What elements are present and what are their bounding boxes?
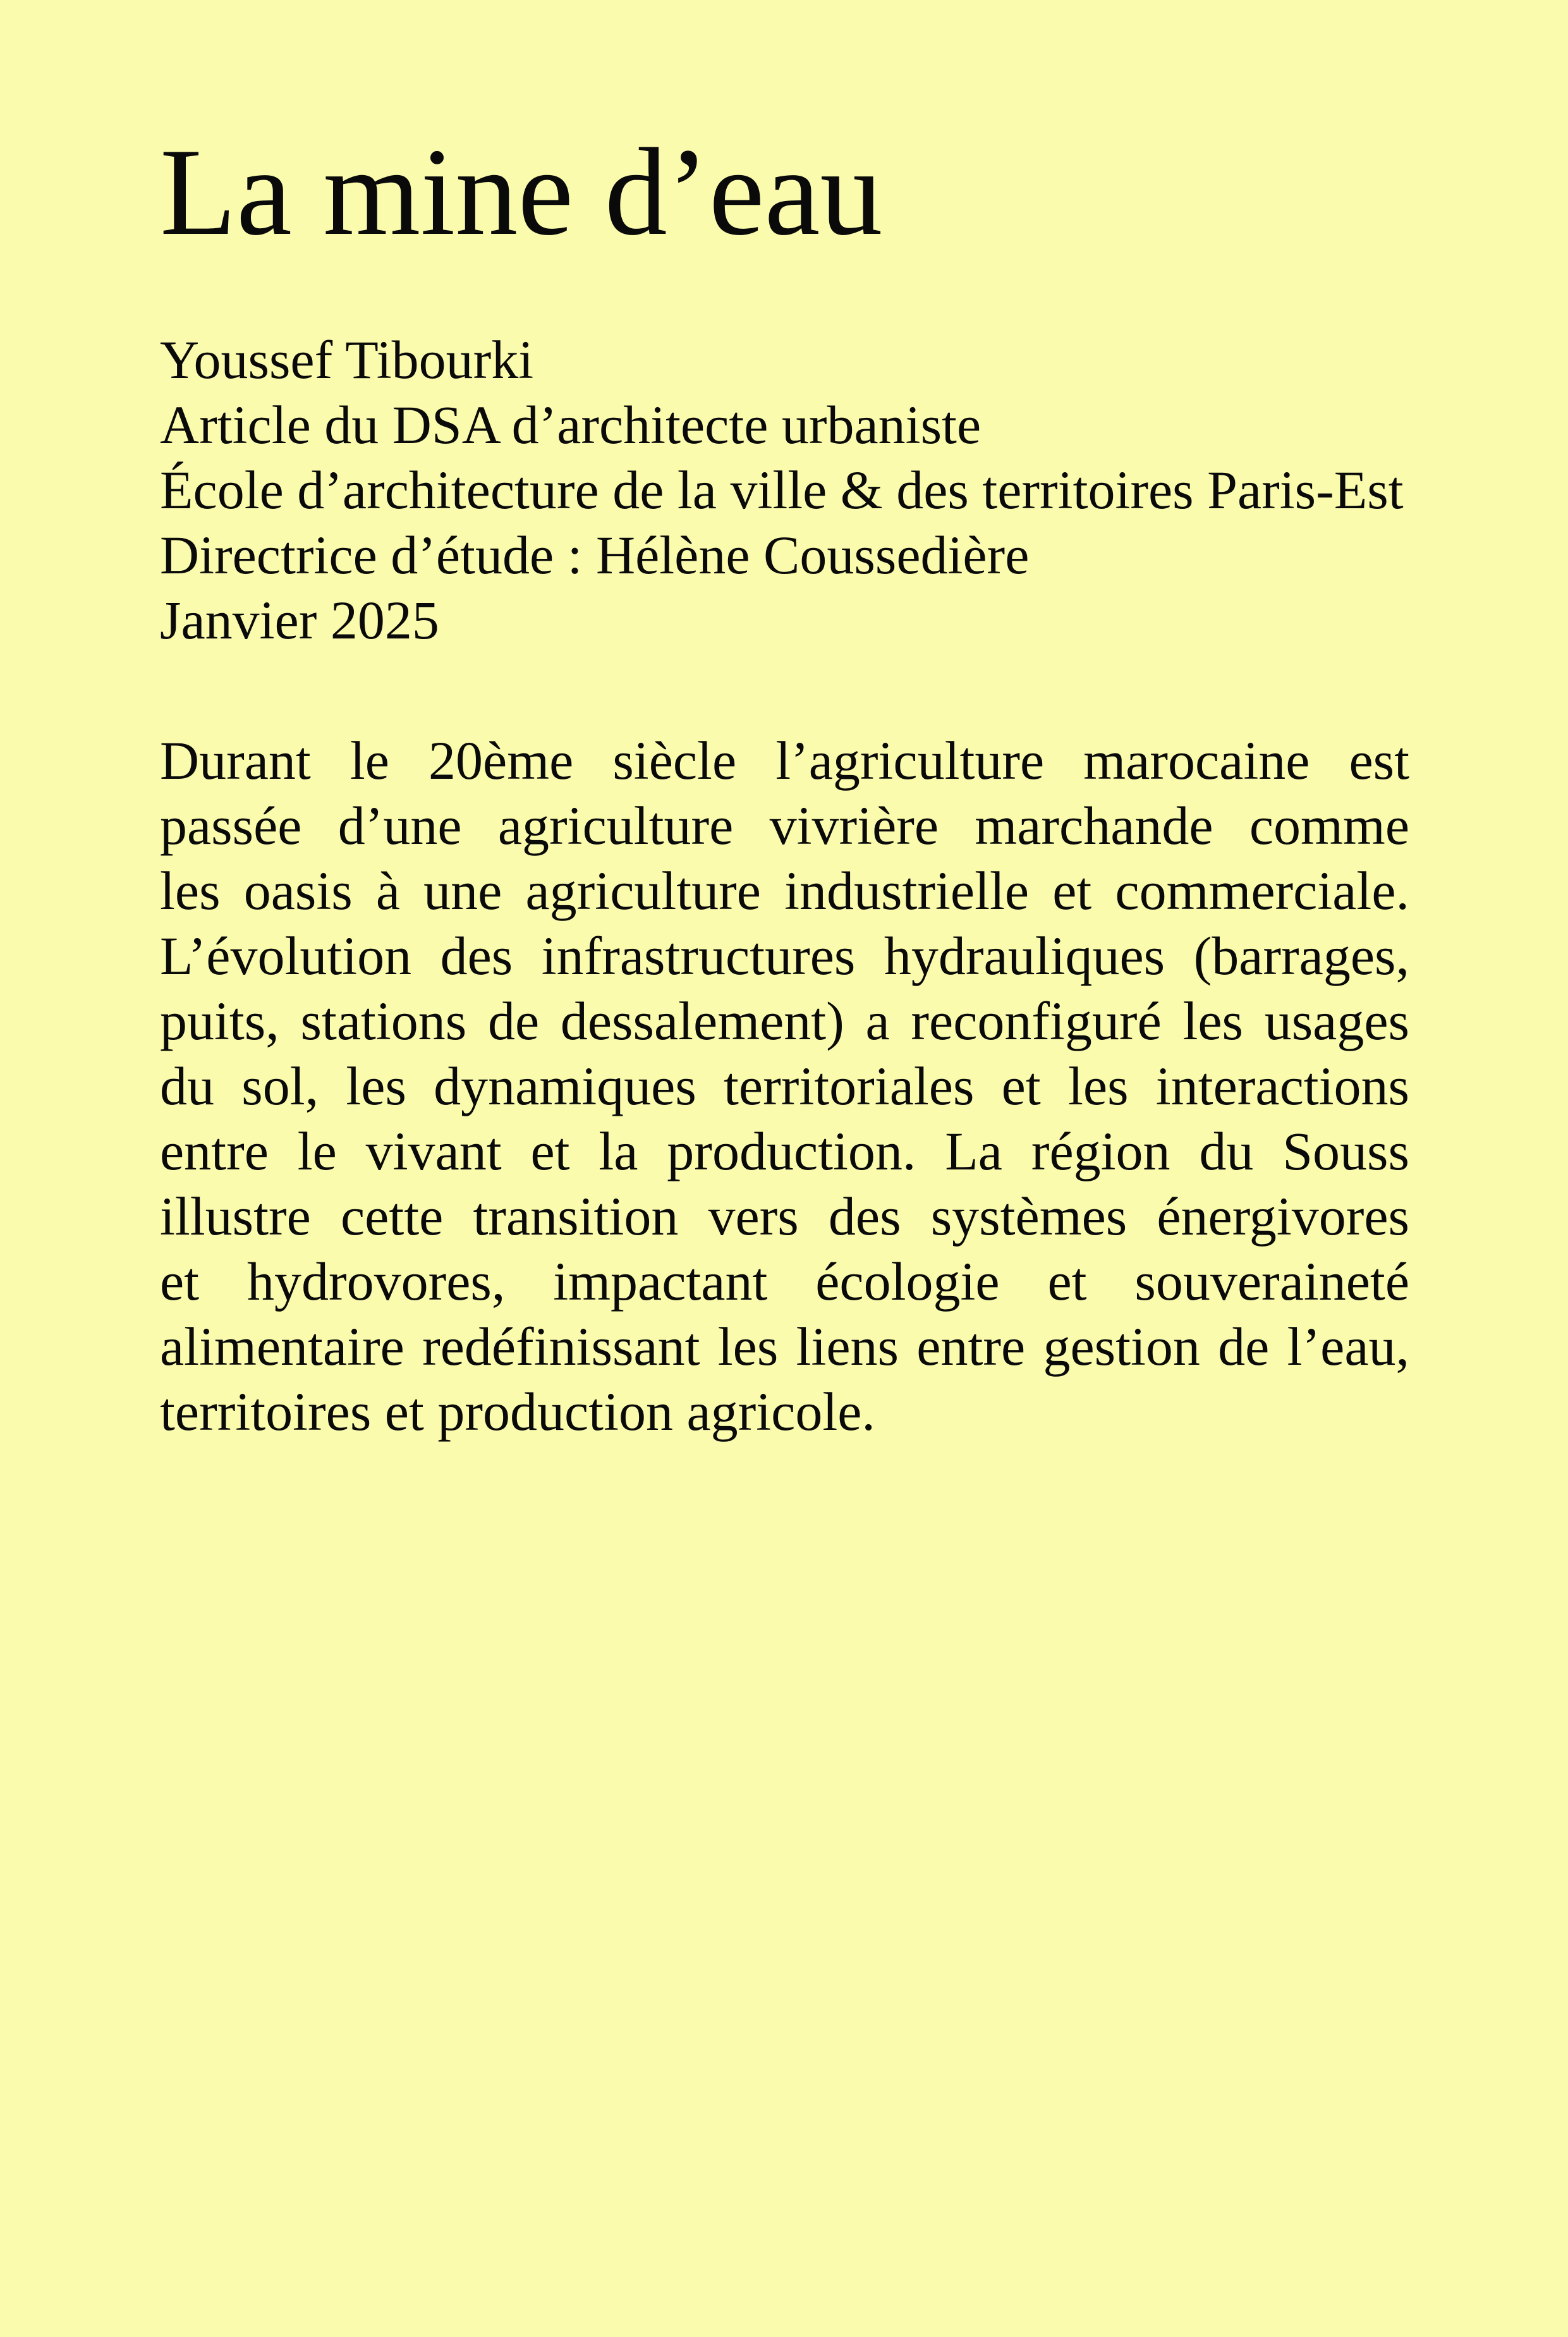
paragraph-line: puits, stations de dessalement) a reconfiguré les usages	[160, 991, 1409, 1051]
byline-block	[160, 327, 1409, 653]
paragraph-line: Durant le 20ème siècle l’agriculture marocaine est	[160, 730, 1409, 791]
paragraph-line: entre le vivant et la production. La région du Souss	[160, 1121, 1409, 1181]
paragraph-line: L’évolution des infrastructures hydrauliques (barrages,	[160, 925, 1409, 986]
document-page	[0, 119, 1568, 2337]
abstract-paragraph	[160, 728, 1409, 1444]
paragraph-line: et hydrovores, impactant écologie et souveraineté	[160, 1251, 1409, 1312]
byline-author: Youssef Tibourki	[160, 329, 534, 390]
byline-school: École d’architecture de la ville & des territoires Paris-Est	[160, 460, 1404, 520]
paragraph-line: les oasis à une agriculture industrielle et commerciale.	[160, 860, 1409, 921]
paragraph-line: passée d’une agriculture vivrière marchande comme	[160, 795, 1409, 856]
byline-director: Directrice d’étude : Hélène Coussedière	[160, 525, 1030, 585]
byline-article-type: Article du DSA d’architecte urbaniste	[160, 394, 982, 455]
paragraph-last-line: territoires et production agricole.	[160, 1381, 875, 1442]
paragraph-line: illustre cette transition vers des systèmes énergivores	[160, 1186, 1409, 1247]
paragraph-line: du sol, les dynamiques territoriales et les interactions	[160, 1056, 1409, 1116]
paragraph-line: alimentaire redéfinissant les liens entre gestion de l’eau,	[160, 1316, 1409, 1377]
byline-date: Janvier 2025	[160, 590, 439, 650]
page-title: La mine d’eau	[160, 123, 883, 261]
